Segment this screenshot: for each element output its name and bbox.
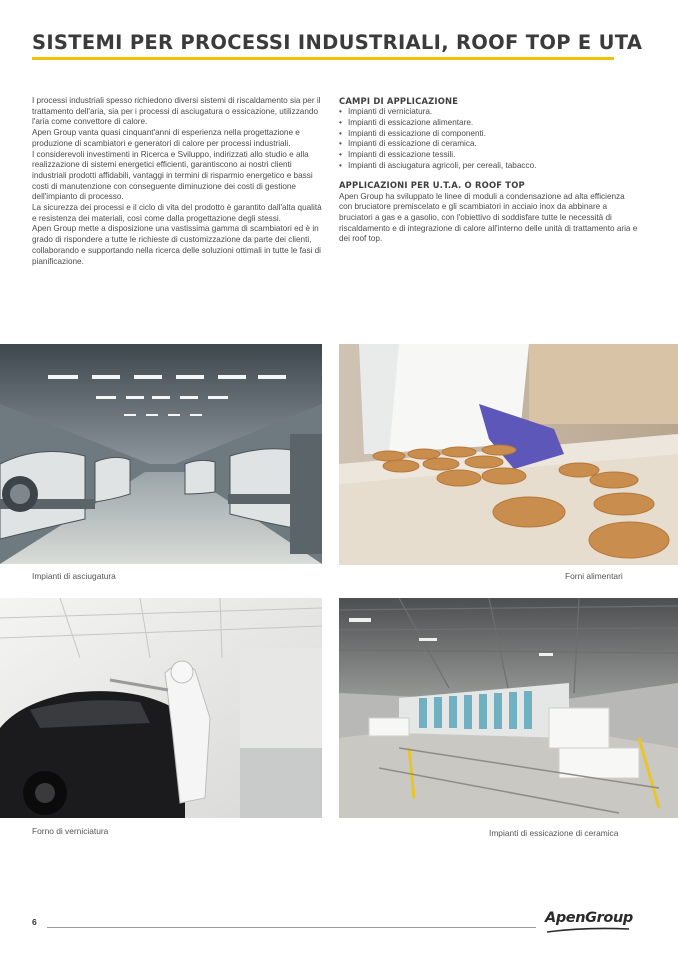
intro-paragraph: I processi industriali spesso richiedono diversi sistemi di riscaldamento sia per il trattamento dell'aria, sia per i processi di asciugatura o essicazione, utilizzando l'aria come convettore di calore. bbox=[32, 96, 321, 127]
intro-paragraph: Apen Group mette a disposizione una vastissima gamma di scambiatori ed è in grado di rispondere a tutte le richieste di customizzazione da parte dei clienti, collaborando e supportando nella ricerca delle soluzioni ottimali in tutte le fasi di pianificazione. bbox=[32, 224, 322, 266]
intro-paragraph: La sicurezza dei processi e il ciclo di vita del prodotto è garantito dall'alta qualità e resistenza dei materiali, così come dalla progettazione degli stessi. bbox=[32, 203, 322, 223]
food-oven-cookies-photo bbox=[339, 344, 678, 565]
title-underline bbox=[32, 57, 614, 60]
list-item: • Impianti di essicazione di ceramica. bbox=[339, 139, 639, 150]
applications-list bbox=[339, 107, 639, 171]
apengroup-logo: ApenGroup bbox=[545, 910, 633, 926]
photo-caption: Forni alimentari bbox=[565, 571, 623, 581]
textile-drying-plant-photo bbox=[0, 344, 322, 564]
photo-caption: Forno di verniciatura bbox=[32, 826, 109, 836]
photo-caption: Impianti di essicazione di ceramica bbox=[489, 828, 619, 838]
photo-caption: Impianti di asciugatura bbox=[32, 571, 116, 581]
list-item: • Impianti di verniciatura. bbox=[339, 107, 639, 118]
uta-heading: APPLICAZIONI PER U.T.A. O ROOF TOP bbox=[339, 180, 525, 191]
list-item: • Impianti di essicazione alimentare. bbox=[339, 118, 639, 129]
footer-divider bbox=[47, 927, 536, 928]
page-title: SISTEMI PER PROCESSI INDUSTRIALI, ROOF TOP E UTA bbox=[32, 31, 643, 54]
intro-text bbox=[32, 96, 328, 267]
page-number: 6 bbox=[32, 917, 37, 927]
intro-paragraph: I considerevoli investimenti in Ricerca e Sviluppo, indirizzati allo studio e alla realizzazione di sistemi energetici efficienti, garantiscono ai nostri clienti industriali prodotti affidabili, vantaggi in termini di risparmio energetico e bassi costi di manutenzione con conseguente diminuzione dei costi di gestione dell'impianto di processo. bbox=[32, 149, 313, 202]
list-item: • Impianti di essicazione tessili. bbox=[339, 150, 639, 161]
intro-paragraph: Apen Group vanta quasi cinquant'anni di esperienza nella progettazione e produzione di scambiatori e generatori di calore per processi industriali. bbox=[32, 128, 300, 148]
uta-text: Apen Group ha sviluppato le linee di moduli a condensazione ad alta efficienza con bruciatore premiscelato e gli scambiatori in acciaio inox da abbinare a bruciatori a gas e a gasolio, con l'obiettivo di soddisfare tutte le necessità di riscaldamento e di integrazione di calore all'interno delle unità di trattamento aria e dei roof top. bbox=[339, 191, 638, 244]
list-item: • Impianti di asciugatura agricoli, per cereali, tabacco. bbox=[339, 161, 639, 172]
ceramic-drying-plant-photo bbox=[339, 598, 678, 818]
logo-swoosh-icon bbox=[545, 927, 631, 935]
paint-booth-photo bbox=[0, 598, 322, 818]
applications-column bbox=[339, 96, 639, 245]
applications-heading: CAMPI DI APPLICAZIONE bbox=[339, 96, 459, 106]
list-item: • Impianti di essicazione di componenti. bbox=[339, 129, 639, 140]
